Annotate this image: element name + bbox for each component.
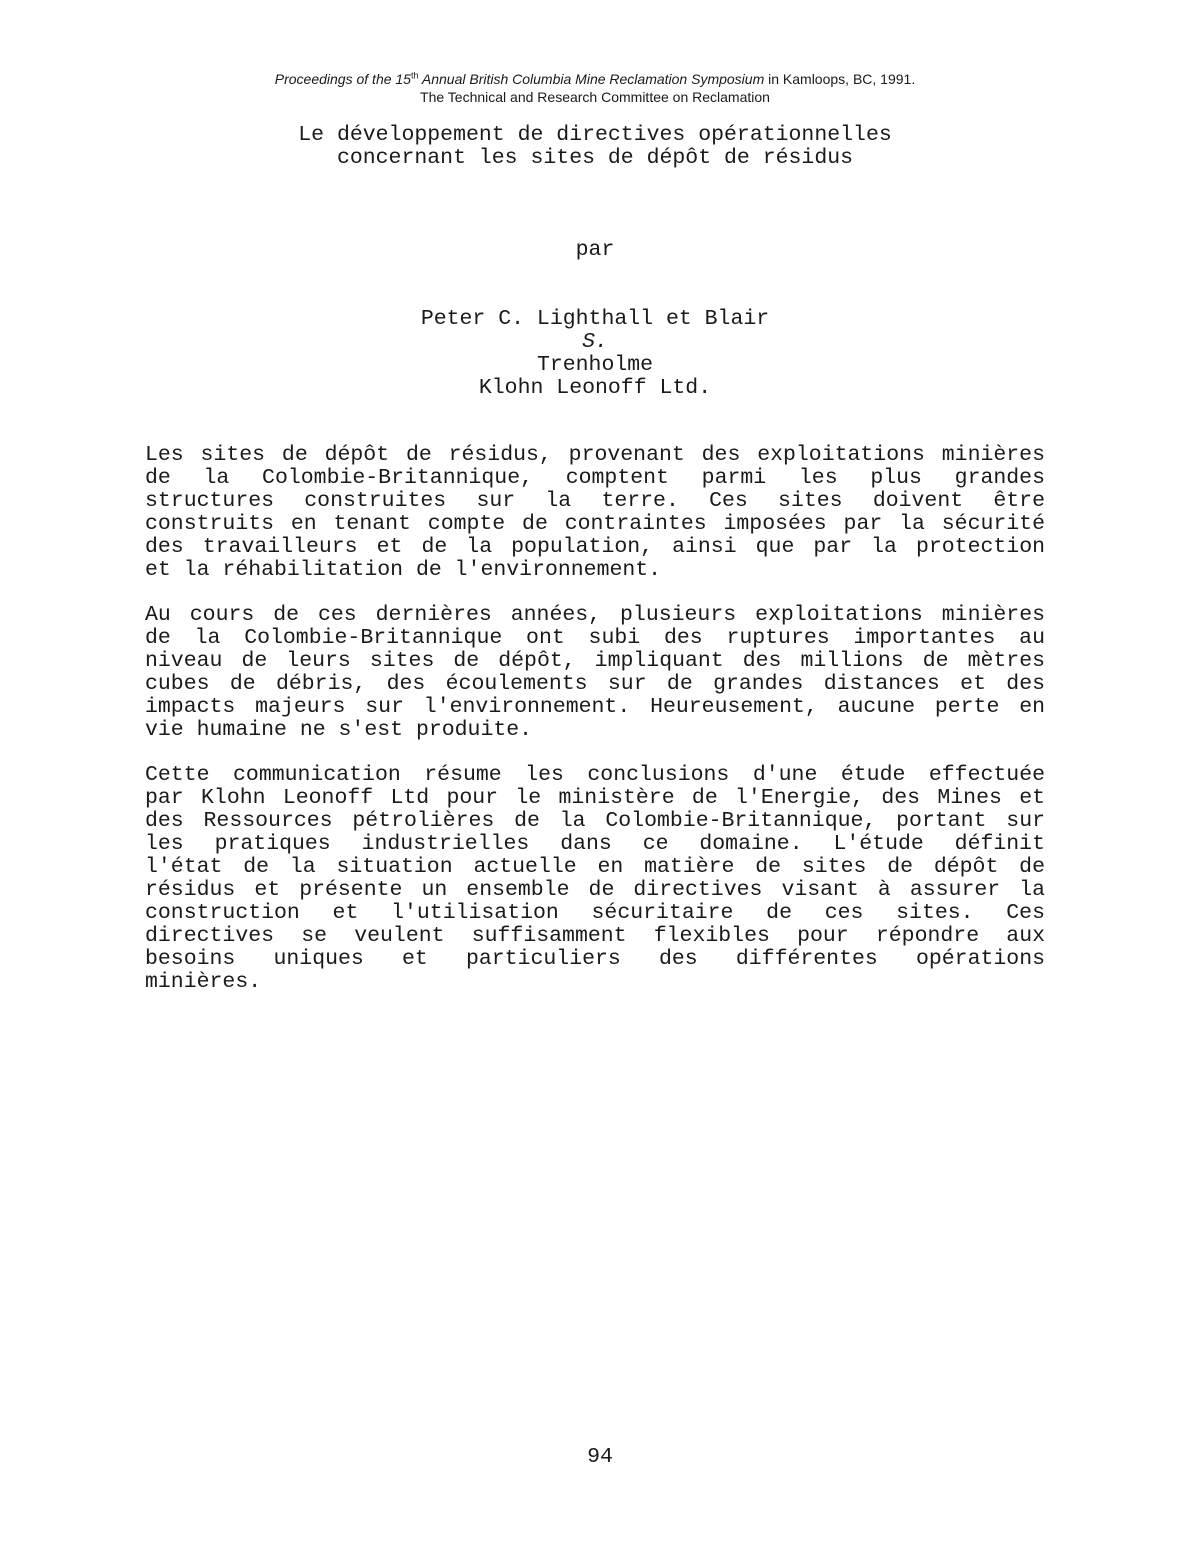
authors-block (0, 308, 1190, 400)
paragraph-line: impacts majeurs sur l'environnement. Heureusement, aucune perte en (145, 695, 1045, 719)
abstract-paragraph-1 (145, 444, 1045, 582)
abstract-paragraph-2 (145, 604, 1045, 742)
paragraph-line: vie humaine ne s'est produite. (145, 718, 533, 742)
paper-title (0, 124, 1190, 170)
paragraph-line: directives se veulent suffisamment flexibles pour répondre aux (145, 924, 1045, 948)
paragraph-line: des travailleurs et de la population, ainsi que par la protection (145, 535, 1045, 559)
header-italic-a: Proceedings of the 15 (274, 71, 411, 87)
author-initial: S. (582, 330, 608, 354)
paragraph-line: Au cours de ces dernières années, plusieurs exploitations minières (145, 603, 1045, 627)
paragraph-line: structures construites sur la terre. Ces sites doivent être (145, 489, 1045, 513)
paragraph-line: et la réhabilitation de l'environnement. (145, 558, 662, 582)
paragraph-line: des Ressources pétrolières de la Colombie-Britannique, portant sur (145, 809, 1045, 833)
author-names (0, 308, 1190, 377)
paragraph-line: minières. (145, 970, 262, 994)
paragraph-line: Les sites de dépôt de résidus, provenant des exploitations minières (145, 443, 1045, 467)
paragraph-line: l'état de la situation actuelle en matière de sites de dépôt de (145, 855, 1045, 879)
paragraph-line: par Klohn Leonoff Ltd pour le ministère de l'Energie, des Mines et (145, 786, 1045, 810)
header-italic-b: Annual British Columbia Mine Reclamation Symposium (418, 71, 765, 87)
header-superscript: th (410, 70, 419, 81)
paragraph-line: de la Colombie-Britannique, comptent parmi les plus grandes (145, 466, 1045, 490)
by-line: par (575, 238, 615, 262)
author-affiliation: Klohn Leonoff Ltd. (478, 376, 712, 400)
page-number: 94 (587, 1445, 613, 1469)
paragraph-line: résidus et présente un ensemble de directives visant à assurer la (145, 878, 1045, 902)
paragraph-line: niveau de leurs sites de dépôt, impliquant des millions de mètres (145, 649, 1045, 673)
title-line-2: concernant les sites de dépôt de résidus (336, 146, 854, 170)
paragraph-line: Cette communication résume les conclusions d'une étude effectuée (145, 763, 1045, 787)
title-line-1: Le développement de directives opérationnelles (298, 123, 892, 147)
header-committee-line: The Technical and Research Committee on Reclamation (420, 89, 770, 105)
paragraph-line: les pratiques industrielles dans ce domaine. L'étude définit (145, 832, 1045, 856)
paragraph-line: construction et l'utilisation sécuritaire de ces sites. Ces (145, 901, 1045, 925)
abstract-paragraph-3 (145, 764, 1045, 994)
paragraph-line: de la Colombie-Britannique ont subi des ruptures importantes au (145, 626, 1045, 650)
author-names-a: Peter C. Lighthall et Blair (420, 307, 770, 331)
paragraph-line: construits en tenant compte de contraintes imposées par la sécurité (145, 512, 1045, 536)
paragraph-line: cubes de débris, des écoulements sur de grandes distances et des (145, 672, 1045, 696)
running-header (0, 70, 1190, 106)
header-proceedings-line (0, 70, 1190, 88)
author-names-b: Trenholme (536, 353, 654, 377)
header-location: in Kamloops, BC, 1991. (764, 71, 916, 87)
paragraph-line: besoins uniques et particuliers des différentes opérations (145, 947, 1045, 971)
